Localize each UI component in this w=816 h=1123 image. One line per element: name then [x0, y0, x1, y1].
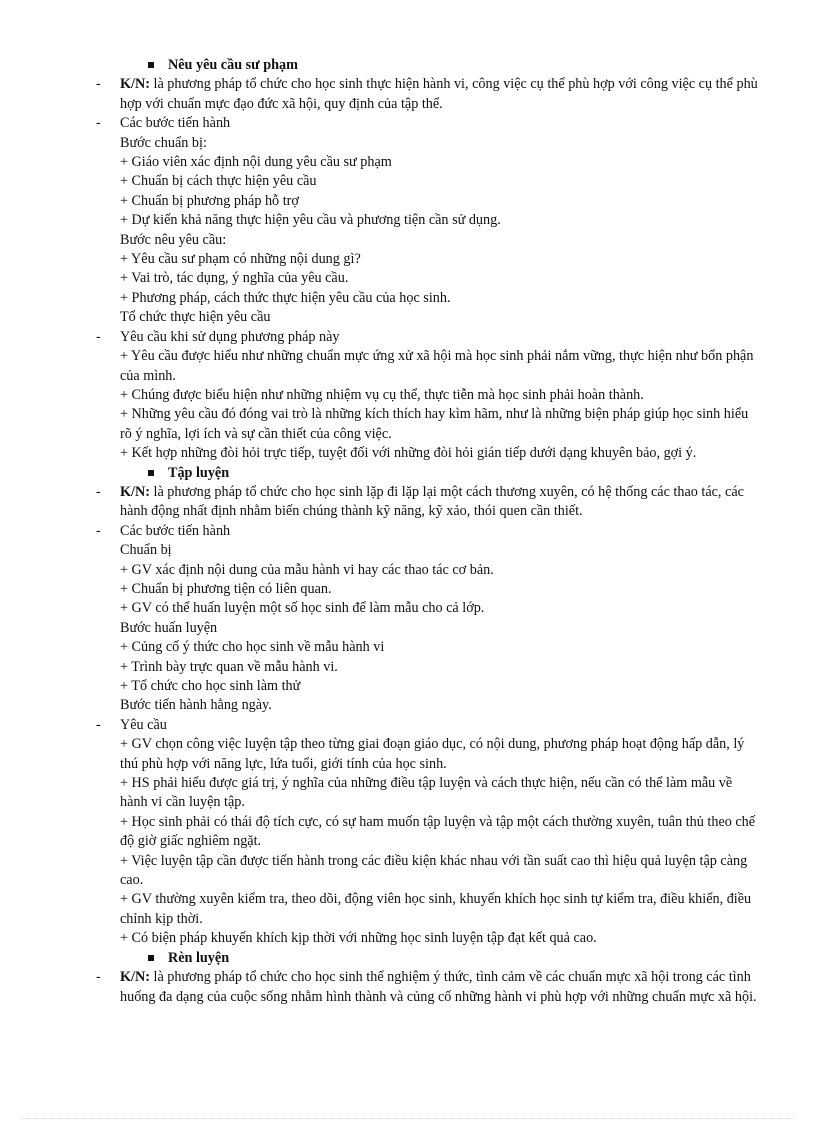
requirements-item — [96, 716, 762, 735]
dash-bullet: - — [96, 969, 101, 986]
definition-text: là phương pháp tổ chức cho học sinh thực hiện hành vi, công việc cụ thể phù hợp với công việc cụ thể phù hợp với chuẩn mực đạo đức xã hội, quy định của tập thể. — [120, 76, 758, 112]
definition-prefix: K/N: — [120, 76, 150, 93]
text-line: + Tổ chức cho học sinh làm thử — [120, 678, 301, 694]
steps-title: Các bước tiến hành — [120, 115, 231, 132]
square-bullet-icon — [148, 955, 154, 961]
requirements-title: Yêu cầu khi sử dụng phương pháp này — [120, 328, 340, 345]
definition-item — [96, 968, 762, 1007]
text-line: + GV chọn công việc luyện tập theo từng giai đoạn giáo dục, có nội dung, phương pháp hoạt động hấp dẫn, lý thú phù hợp với năng lực, lứa tuổi, giới tính của học sinh. — [120, 736, 745, 772]
text-line: + Dự kiến khả năng thực hiện yêu cầu và phương tiện cần sử dụng. — [120, 212, 501, 229]
text-line: + Củng cố ý thức cho học sinh về mẫu hành vi — [120, 639, 385, 656]
definition-prefix: K/N: — [120, 483, 150, 500]
definition-text: là phương pháp tổ chức cho học sinh lặp đi lặp lại một cách thương xuyên, có hệ thống các thao tác, các hành động nhất định nhằm biến chúng thành kỹ năng, kỹ xảo, thói quen cần thiết. — [120, 483, 744, 520]
text-line: Bước nêu yêu cầu: — [120, 231, 227, 248]
text-line: Chuẩn bị — [120, 542, 172, 559]
dash-bullet: - — [96, 716, 101, 733]
text-line: + Việc luyện tập cần được tiến hành trong các điều kiện khác nhau với tần suất cao thì hiệu quả luyện tập càng cao. — [120, 852, 748, 889]
text-line: + Yêu cầu được hiểu như những chuẩn mực ứng xử xã hội mà học sinh phải nắm vững, thực hiện như bổn phận của mình. — [120, 348, 754, 384]
section-title: Rèn luyện — [168, 949, 230, 966]
text-line: + Giáo viên xác định nội dung yêu cầu sư phạm — [120, 154, 392, 171]
dash-bullet: - — [96, 522, 101, 539]
square-bullet-icon — [148, 470, 154, 476]
dash-bullet: - — [96, 483, 101, 500]
text-line: Bước tiến hành hằng ngày. — [120, 697, 272, 714]
text-line: + GV có thể huấn luyện một số học sinh để làm mẫu cho cả lớp. — [120, 600, 485, 617]
steps-title: Các bước tiến hành — [120, 522, 231, 539]
text-line: + Yêu cầu sư phạm có những nội dung gì? — [120, 251, 361, 268]
text-line: + Học sinh phải có thái độ tích cực, có sự ham muốn tập luyện và tập một cách thường xuyên, tuân thủ theo chế độ giờ giấc nghiêm ngặt. — [120, 813, 756, 850]
dash-bullet: - — [96, 115, 101, 132]
section-title: Tập luyện — [168, 464, 230, 481]
text-line: + Chúng được biểu hiện như những nhiệm vụ cụ thể, thực tiễn mà học sinh phải hoàn thành. — [120, 386, 644, 403]
text-line: Bước huấn luyện — [120, 619, 218, 636]
section-heading — [96, 464, 762, 483]
text-line: + Trình bày trực quan về mẫu hành vi. — [120, 658, 338, 675]
text-line: Tổ chức thực hiện yêu cầu — [120, 309, 271, 326]
document-content — [96, 56, 762, 1007]
definition-text: là phương pháp tổ chức cho học sinh thể nghiệm ý thức, tình cảm về các chuẩn mực xã hội trong các tình huống đa dạng của cuộc sống nhằm hình thành và củng cố những hành vi phù hợp với những chuẩn mực xã hội. — [120, 969, 757, 1005]
square-bullet-icon — [148, 62, 154, 68]
definition-item — [96, 483, 762, 522]
text-line: + Có biện pháp khuyến khích kịp thời với những học sinh luyện tập đạt kết quả cao. — [120, 930, 597, 947]
text-line: + Chuẩn bị cách thực hiện yêu cầu — [120, 173, 317, 190]
text-line: + Phương pháp, cách thức thực hiện yêu cầu của học sinh. — [120, 289, 451, 306]
text-line: + HS phải hiểu được giá trị, ý nghĩa của những điều tập luyện và cách thực hiện, nếu cần có thể làm mẫu về hành vi cần luyện tập. — [120, 775, 733, 811]
requirements-item — [96, 328, 762, 347]
page-bottom-divider — [20, 1118, 796, 1119]
definition-prefix: K/N: — [120, 969, 150, 986]
steps-item — [96, 114, 762, 133]
text-line: + Chuẩn bị phương pháp hỗ trợ — [120, 192, 299, 209]
section-title: Nêu yêu cầu sư phạm — [168, 57, 298, 73]
steps-item — [96, 522, 762, 541]
definition-item — [96, 75, 762, 114]
text-line: + Kết hợp những đòi hỏi trực tiếp, tuyệt đối với những đòi hỏi gián tiếp dưới dạng khuyên bảo, gợi ý. — [120, 445, 697, 462]
text-line: + Những yêu cầu đó đóng vai trò là những kích thích hay kìm hãm, như là những biện pháp giúp học sinh hiểu rõ ý nghĩa, lợi ích và sự cần thiết của công việc. — [120, 406, 749, 442]
text-line: + GV thường xuyên kiểm tra, theo dõi, động viên học sinh, khuyến khích học sinh tự kiểm tra, điều khiển, điều chỉnh kịp thời. — [120, 891, 752, 927]
text-line: + GV xác định nội dung của mẫu hành vi hay các thao tác cơ bản. — [120, 561, 494, 578]
dash-bullet: - — [96, 328, 101, 345]
requirements-title: Yêu cầu — [120, 716, 167, 733]
section-heading — [96, 56, 762, 75]
section-heading — [96, 949, 762, 968]
text-line: Bước chuẩn bị: — [120, 134, 207, 151]
text-line: + Vai trò, tác dụng, ý nghĩa của yêu cầu. — [120, 270, 349, 287]
dash-bullet: - — [96, 76, 101, 93]
text-line: + Chuẩn bị phương tiện có liên quan. — [120, 580, 332, 597]
